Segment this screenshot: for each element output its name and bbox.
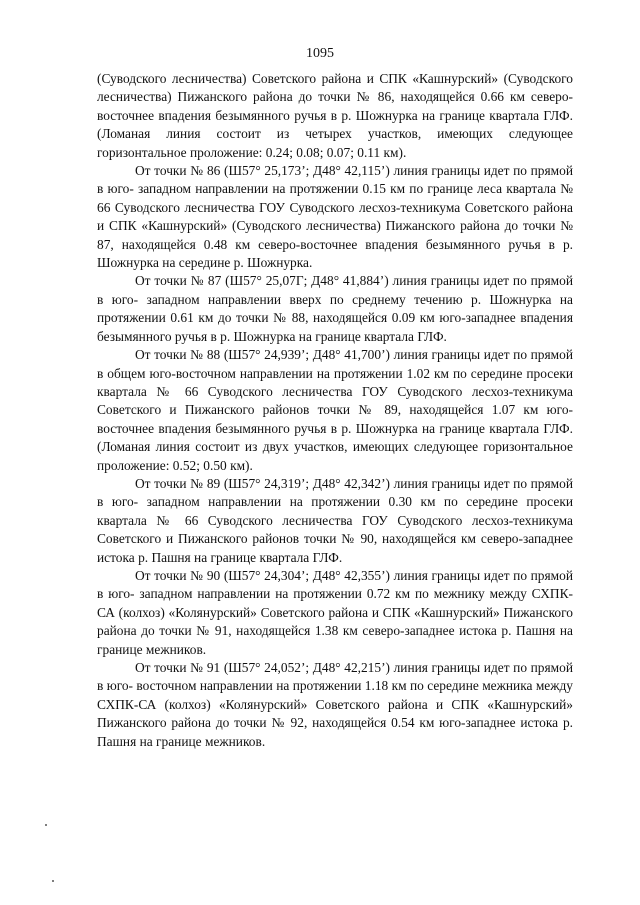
scan-speck	[45, 824, 47, 826]
paragraph-continuation: (Суводского лесничества) Советского района и СПК «Кашнурский» (Суводского лесничества) Пижанского района до точки № 86, находящейся 0.66 км северо-восточнее впадения безымянного ручья в р. Шожнурка на границе квартала ГЛФ. (Ломаная линия состоит из четырех участков, имеющих следующее горизонтальное проложение: 0.24; 0.08; 0.07; 0.11 км).	[97, 71, 573, 160]
page-number: 1095	[306, 46, 334, 61]
paragraph-point-91: От точки № 91 (Ш57° 24,052’; Д48° 42,215’) линия границы идет по прямой в юго- восточном направлении на протяжении 1.18 км по середине межника между СХПК-СА (колхоз) «Колянурский» Советского района и СПК «Кашнурский» Пижанского района до точки № 92, находящейся 0.54 км юго-западнее истока р. Пашня на границе межников.	[97, 660, 573, 749]
scan-speck	[52, 880, 54, 882]
paragraph-point-90: От точки № 90 (Ш57° 24,304’; Д48° 42,355’) линия границы идет по прямой в юго- западном направлении на протяжении 0.72 км по межнику между СХПК-СА (колхоз) «Колянурский» Советского района и СПК «Кашнурский» Пижанского района до точки № 91, находящейся 1.38 км северо-западнее истока р. Пашня на границе межников.	[97, 567, 573, 657]
paragraph-point-89: От точки № 89 (Ш57° 24,319’; Д48° 42,342’) линия границы идет по прямой в юго- западном направлении на протяжении 0.30 км по середине просеки квартала № 66 Суводского лесничества ГОУ Суводского лесхоз-техникума Советского и Пижанского районов точки № 90, находящейся км северо-западнее истока р. Пашня на границе квартала ГЛФ.	[97, 475, 573, 565]
paragraph-point-88: От точки № 88 (Ш57° 24,939’; Д48° 41,700’) линия границы идет по прямой в общем юго-восточном направлении на протяжении 1.02 км по середине просеки квартала № 66 Суводского лесничества ГОУ Суводского лесхоз-техникума Советского и Пижанского районов точки № 89, находящейся 1.07 км юго-восточнее впадения безымянного ручья в р. Шожнурка на границе квартала ГЛФ. (Ломаная линия состоит из двух участков, имеющих следующее горизонтальное проложение: 0.52; 0.50 км).	[97, 347, 573, 473]
paragraph-point-87: От точки № 87 (Ш57° 25,07Г; Д48° 41,884’) линия границы идет по прямой в юго- западном направлении вверх по среднему течению р. Шожнурка на протяжении 0.61 км до точки № 88, находящейся 0.09 км юго-западнее впадения безымянного ручья в р. Шожнурка на границе квартала ГЛФ.	[97, 273, 573, 344]
document-body	[97, 70, 573, 751]
paragraph-point-86: От точки № 86 (Ш57° 25,173’; Д48° 42,115’) линия границы идет по прямой в юго- западном направлении на протяжении 0.15 км по границе леса квартала № 66 Суводского лесничества ГОУ Суводского лесхоз-техникума Советского района и СПК «Кашнурский» (Суводского лесничества) Пижанского района до точки № 87, находящейся 0.48 км северо-восточнее впадения безымянного ручья в р. Шожнурка на середине р. Шожнурка.	[97, 163, 573, 271]
